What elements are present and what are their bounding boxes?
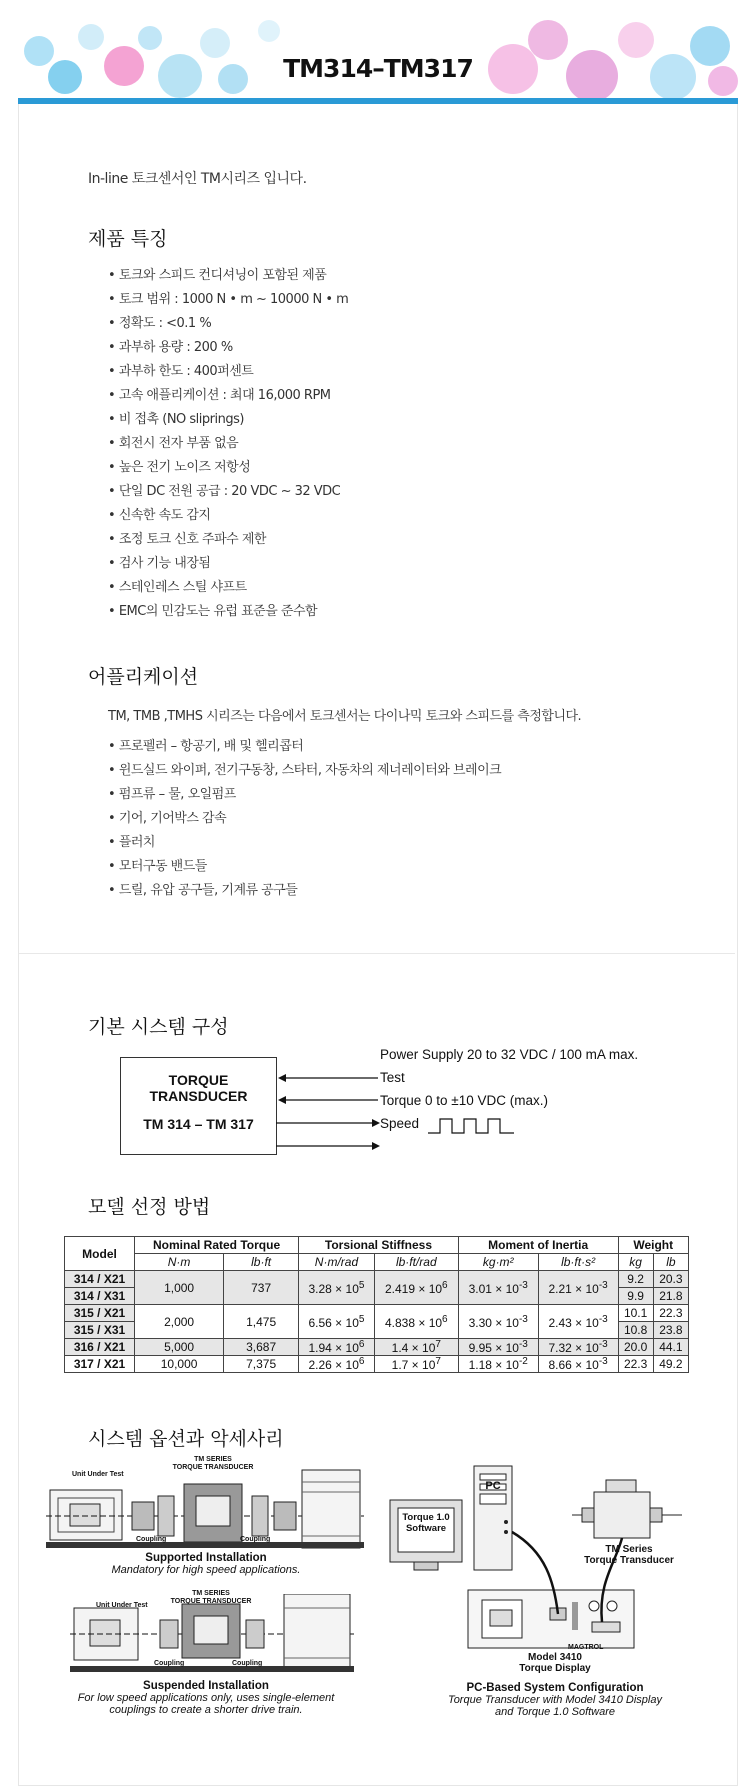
pc-config-caption: PC-Based System Configuration Torque Transducer with Model 3410 Display and Torque 1.0 Software: [447, 1682, 662, 1718]
signal-speed: Speed: [380, 1116, 420, 1131]
unit-lb: lb: [653, 1254, 688, 1271]
feature-item: • EMC의 민감도는 유럽 표준을 준수함: [108, 600, 348, 624]
supported-uut-label: Unit Under Test: [72, 1471, 124, 1478]
unit-lbfts2: lb·ft·s²: [538, 1254, 618, 1271]
col-torque: Nominal Rated Torque: [135, 1237, 299, 1254]
feature-item: • 토크와 스피드 컨디셔닝이 포함된 제품: [108, 264, 348, 288]
suspended-caption: Suspended Installation For low speed applications only, uses single-element couplings to create a shorter drive train.: [77, 1680, 335, 1716]
unit-kg: kg: [618, 1254, 653, 1271]
page-title: TM314–TM317: [283, 54, 473, 83]
application-item: • 플러치: [108, 831, 501, 855]
model-3410-label: Model 3410 Torque Display: [519, 1652, 591, 1674]
pc-label: PC: [485, 1480, 501, 1492]
feature-item: • 조정 토크 신호 주파수 제한: [108, 528, 348, 552]
options-heading: 시스템 옵션과 악세사리: [88, 1428, 284, 1450]
feature-item: • 과부하 용량 : 200 %: [108, 336, 348, 360]
application-item: • 기어, 기어박스 감속: [108, 807, 501, 831]
applications-intro: TM, TMB ,TMHS 시리즈는 다음에서 토크센서는 다이나믹 토크와 스피드를 측정합니다.: [108, 709, 582, 724]
tm-series-label: TM Series Torque Transducer: [584, 1544, 674, 1566]
box-line-3: TM 314 – TM 317: [143, 1116, 254, 1132]
applications-list: [108, 735, 501, 903]
feature-item: • 고속 애플리케이션 : 최대 16,000 RPM: [108, 384, 348, 408]
supported-caption: Supported Installation Mandatory for high speed applications.: [111, 1552, 301, 1576]
feature-item: • 비 접촉 (NO sliprings): [108, 408, 348, 432]
magtrol-label: MAGTROL: [568, 1644, 604, 1651]
intro-text: In-line 토크센서인 TM시리즈 입니다.: [88, 171, 307, 187]
suspended-coupling-right: Coupling: [232, 1660, 263, 1667]
system-heading: 기본 시스템 구성: [88, 1016, 229, 1038]
signal-arrows: [276, 1060, 536, 1160]
unit-lbft: lb·ft: [224, 1254, 299, 1271]
table-row: 315 / X31 10.8 23.8: [65, 1322, 689, 1339]
table-row: 314 / X31 9.9 21.8: [65, 1288, 689, 1305]
speed-pulse-icon: [428, 1117, 528, 1137]
feature-item: • 검사 기능 내장됨: [108, 552, 348, 576]
supported-coupling-left: Coupling: [136, 1536, 167, 1543]
model-spec-table: [64, 1236, 689, 1373]
supported-tm-series-label: TM SERIES: [194, 1456, 232, 1463]
features-list: [108, 264, 348, 624]
feature-item: • 회전시 전자 부품 없음: [108, 432, 348, 456]
signal-test: Test: [380, 1070, 405, 1085]
feature-item: • 신속한 속도 감지: [108, 504, 348, 528]
application-item: • 윈드실드 와이퍼, 전기구동창, 스타터, 자동차의 제너레이터와 브레이크: [108, 759, 501, 783]
box-line-1: TORQUE: [168, 1072, 229, 1088]
table-row: 317 / X21 10,000 7,375 $2.26 \times 10^6$ $1.7 \times 10^7$ $1.18 \times 10^{-2}$ $8.66 \times 10^{-3}$ 22.3 49.2: [65, 1356, 689, 1373]
suspended-uut-label: Unit Under Test: [96, 1602, 148, 1609]
signal-torque: Torque 0 to ±10 VDC (max.): [380, 1093, 548, 1108]
software-label: Torque 1.0 Software: [402, 1512, 450, 1534]
applications-heading: 어플리케이션: [88, 666, 199, 688]
table-row: 314 / X21 1,000 737 $3.28 \times 10^5$ $2.419 \times 10^6$ $3.01 \times 10^{-3}$ $2.21 \times 10^{-3}$ 9.2 20.3: [65, 1271, 689, 1288]
suspended-tm-series-label: TM SERIES: [192, 1590, 230, 1597]
feature-item: • 스테인레스 스틸 샤프트: [108, 576, 348, 600]
col-stiffness: Torsional Stiffness: [299, 1237, 459, 1254]
supported-tm-transducer-label: TORQUE TRANSDUCER: [172, 1464, 254, 1471]
signal-power: Power Supply 20 to 32 VDC / 100 mA max.: [380, 1047, 639, 1062]
feature-item: • 단일 DC 전원 공급 : 20 VDC ~ 32 VDC: [108, 480, 348, 504]
title-banner: [18, 14, 738, 104]
col-model: Model: [65, 1237, 135, 1271]
unit-nm: N·m: [135, 1254, 224, 1271]
unit-lbftrad: lb·ft/rad: [374, 1254, 458, 1271]
application-item: • 프로펠러 – 항공기, 배 및 헬리콥터: [108, 735, 501, 759]
col-inertia: Moment of Inertia: [458, 1237, 618, 1254]
col-weight: Weight: [618, 1237, 688, 1254]
feature-item: • 과부하 한도 : 400퍼센트: [108, 360, 348, 384]
suspended-tm-transducer-label: TORQUE TRANSDUCER: [170, 1598, 252, 1605]
feature-item: • 높은 전기 노이즈 저항성: [108, 456, 348, 480]
table-row: 316 / X21 5,000 3,687 $1.94 \times 10^6$ $1.4 \times 10^7$ $9.95 \times 10^{-3}$ $7.32 \times 10^{-3}$ 20.0 44.1: [65, 1339, 689, 1356]
box-line-2: TRANSDUCER: [149, 1088, 248, 1104]
suspended-coupling-left: Coupling: [154, 1660, 185, 1667]
supported-coupling-right: Coupling: [240, 1536, 271, 1543]
application-item: • 드릴, 유압 공구들, 기계류 공구들: [108, 879, 501, 903]
table-row: 315 / X21 2,000 1,475 $6.56 \times 10^5$ $4.838 \times 10^6$ $3.30 \times 10^{-3}$ $2.43 \times 10^{-3}$ 10.1 22.3: [65, 1305, 689, 1322]
application-item: • 펌프류 – 물, 오일펌프: [108, 783, 501, 807]
feature-item: • 정확도 : <0.1 %: [108, 312, 348, 336]
torque-transducer-box: [120, 1057, 277, 1155]
features-heading: 제품 특징: [88, 228, 168, 250]
feature-item: • 토크 범위 : 1000 N • m ~ 10000 N • m: [108, 288, 348, 312]
section-divider: [19, 953, 735, 954]
banner-accent-bar: [18, 98, 738, 104]
unit-nmrad: N·m/rad: [299, 1254, 375, 1271]
model-heading: 모델 선정 방법: [88, 1196, 211, 1218]
application-item: • 모터구동 밴드들: [108, 855, 501, 879]
unit-kgm2: kg·m²: [458, 1254, 538, 1271]
